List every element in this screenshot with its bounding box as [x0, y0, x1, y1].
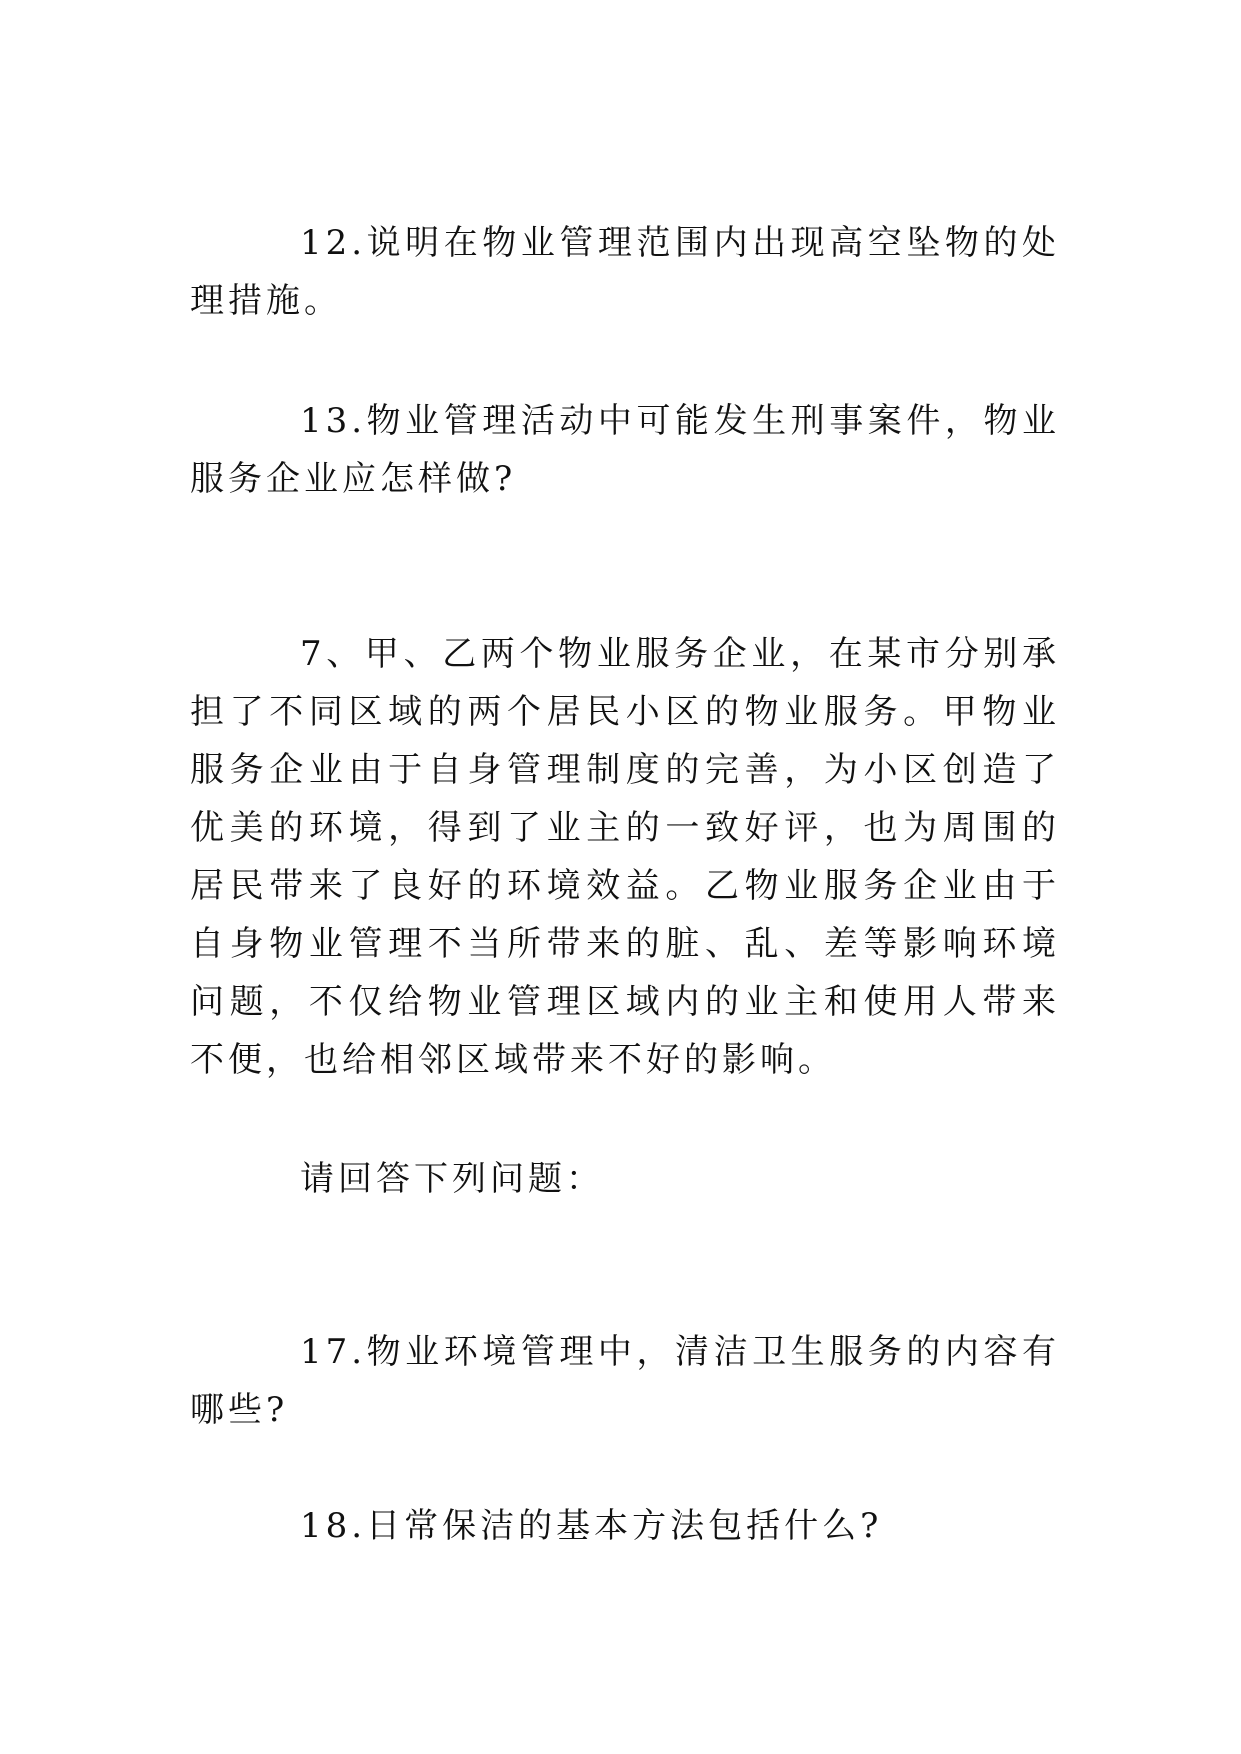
question-12: 12.说明在物业管理范围内出现高空坠物的处理措施。: [190, 223, 1060, 321]
question-17: 17.物业环境管理中，清洁卫生服务的内容有哪些?: [190, 1332, 1060, 1430]
answer-prompt: 请回答下列问题：: [300, 1159, 604, 1199]
question-18: 18.日常保洁的基本方法包括什么?: [300, 1506, 883, 1546]
question-13: 13.物业管理活动中可能发生刑事案件，物业服务企业应怎样做?: [190, 401, 1060, 499]
case-study-7: 7、甲、乙两个物业服务企业，在某市分别承担了不同区域的两个居民小区的物业服务。甲物业服务企业由于自身管理制度的完善，为小区创造了优美的环境，得到了业主的一致好评，也为周围的居民带来了良好的环境效益。乙物业服务企业由于自身物业管理不当所带来的脏、乱、差等影响环境问题，不仅给物业管理区域内的业主和使用人带来不便，也给相邻区域带来不好的影响。: [190, 634, 1060, 1080]
